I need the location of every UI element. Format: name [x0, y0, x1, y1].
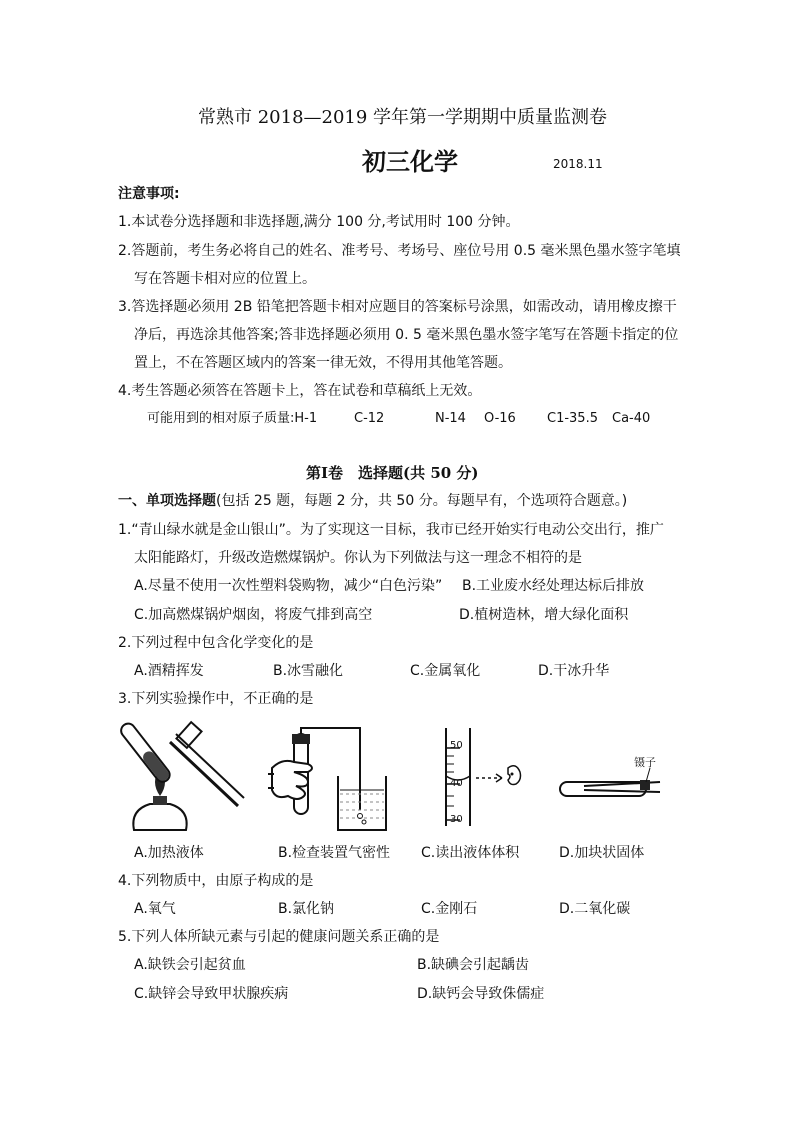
- q2-option-c: C.金属氧化: [410, 663, 481, 679]
- q1-option-b: B.工业废水经处理达标后排放: [462, 578, 645, 594]
- part-description: (包括 25 题，每题 2 分，共 50 分。每题早有，个选项符合题意。): [216, 493, 628, 509]
- q3-option-b: B.检查装置气密性: [278, 845, 391, 861]
- q4-stem: 4.下列物质中，由原子构成的是: [118, 873, 314, 889]
- section-instructions: [118, 491, 627, 511]
- q1-option-a: A.尽量不使用一次性塑料袋购物，减少“白色污染”: [134, 578, 443, 594]
- q2-option-d: D.干冰升华: [538, 663, 610, 679]
- atomic-mass-n: N-14: [435, 411, 466, 426]
- atomic-mass-cl: C1-35.5: [547, 411, 598, 426]
- atomic-mass-ca: Ca-40: [612, 411, 651, 426]
- exam-title: 常熟市 2018—2019 学年第一学期期中质量监测卷: [198, 107, 608, 128]
- q3-option-a: A.加热液体: [134, 845, 204, 861]
- atomic-mass-label: 可能用到的相对原子质量:H-1: [147, 411, 318, 426]
- tweezers-label: 镊子: [634, 756, 656, 769]
- section-title: 第Ⅰ卷 选择题(共 50 分): [306, 464, 479, 482]
- q5-option-b: B.缺碘会引起龋齿: [417, 957, 530, 973]
- q5-stem: 5.下列人体所缺元素与引起的健康问题关系正确的是: [118, 929, 440, 945]
- atomic-mass-o: O-16: [484, 411, 516, 426]
- note-3-line-2: 净后，再选涂其他答案;答非选择题必须用 0. 5 毫米黑色墨水签字笔写在答题卡指定的位: [134, 327, 679, 343]
- note-1: 1.本试卷分选择题和非选择题,满分 100 分,考试用时 100 分钟。: [118, 214, 520, 230]
- exam-date: 2018.11: [553, 157, 603, 171]
- note-2-line-2: 写在答题卡相对应的位置上。: [134, 271, 316, 287]
- q5-option-c: C.缺锌会导致甲状腺疾病: [134, 986, 289, 1002]
- q1-option-c: C.加高燃煤锅炉烟囱，将废气排到高空: [134, 607, 373, 623]
- atomic-mass-c: C-12: [354, 411, 385, 426]
- figure-airtightness: [268, 724, 398, 836]
- q4-option-a: A.氧气: [134, 901, 176, 917]
- subject-title: 初三化学: [362, 147, 458, 176]
- q4-option-b: B.氯化钠: [278, 901, 335, 917]
- q4-option-d: D.二氧化碳: [559, 901, 631, 917]
- cylinder-tick-50: 50: [450, 740, 463, 751]
- q3-option-c: C.读出液体体积: [421, 845, 520, 861]
- figure-read-volume: [430, 726, 540, 830]
- q2-option-b: B.冰雪融化: [273, 663, 344, 679]
- q5-option-a: A.缺铁会引起贫血: [134, 957, 246, 973]
- cylinder-tick-30: 30: [450, 814, 463, 825]
- q2-option-a: A.酒精挥发: [134, 663, 204, 679]
- q2-stem: 2.下列过程中包含化学变化的是: [118, 635, 314, 651]
- q1-stem-line-1: 1.“青山绿水就是金山银山”。为了实现这一目标，我市已经开始实行电动公交出行，推广: [118, 522, 664, 538]
- q4-option-c: C.金刚石: [421, 901, 478, 917]
- note-3-line-1: 3.答选择题必须用 2B 铅笔把答题卡相对应题目的答案标号涂黑，如需改动，请用橡皮擦干: [118, 299, 677, 315]
- cylinder-tick-40: 40: [450, 778, 463, 789]
- q3-stem: 3.下列实验操作中，不正确的是: [118, 691, 314, 707]
- q1-stem-line-2: 太阳能路灯，升级改造燃煤锅炉。你认为下列做法与这一理念不相符的是: [134, 550, 582, 566]
- note-3-line-3: 置上，不在答题区域内的答案一律无效，不得用其他笔答题。: [134, 355, 512, 371]
- q5-option-d: D.缺钙会导致侏儒症: [417, 986, 545, 1002]
- q3-option-d: D.加块状固体: [559, 845, 645, 861]
- notes-heading: 注意事项:: [118, 186, 180, 202]
- note-2-line-1: 2.答题前，考生务必将自己的姓名、准考号、考场号、座位号用 0.5 毫米黑色墨水签字笔填: [118, 243, 681, 259]
- figure-heating-liquid: [120, 718, 250, 836]
- note-4: 4.考生答题必须答在答题卡上，答在试卷和草稿纸上无效。: [118, 383, 482, 399]
- q1-option-d: D.植树造林，增大绿化面积: [459, 607, 629, 623]
- part-label: 一、单项选择题: [118, 493, 216, 509]
